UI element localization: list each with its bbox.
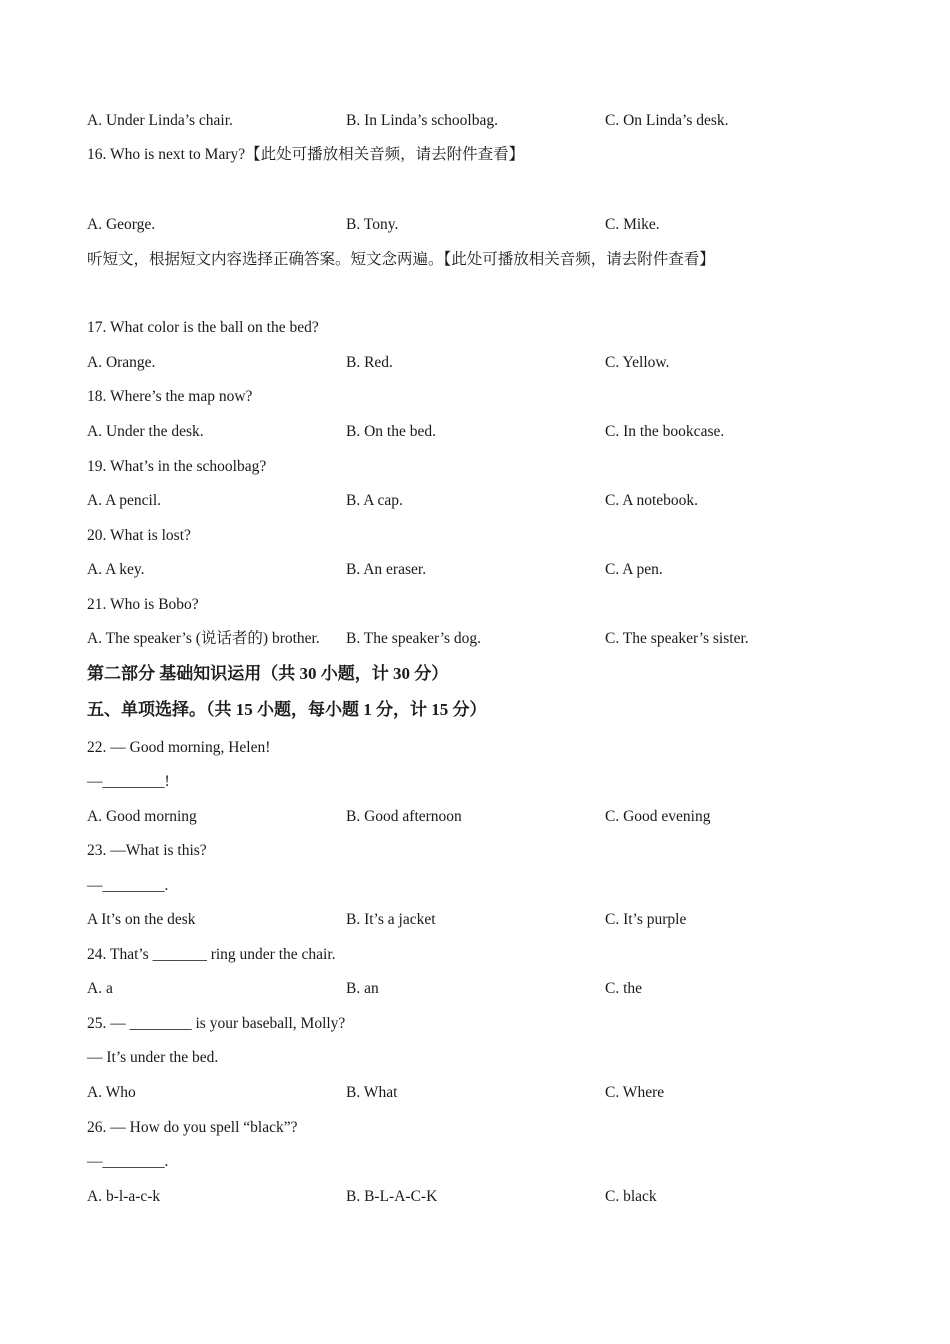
section-heading: 五、单项选择。（共 15 小题，每小题 1 分，计 15 分） xyxy=(87,700,487,719)
option-a: A. Good morning xyxy=(87,808,197,825)
option-b: B. What xyxy=(346,1084,398,1101)
option-b: B. Red. xyxy=(346,354,393,371)
option-a: A. Who xyxy=(87,1084,136,1101)
option-a: A. A pencil. xyxy=(87,492,162,509)
question-26: 26. — How do you spell “black”? xyxy=(87,1119,298,1136)
question-19: 19. What’s in the schoolbag? xyxy=(87,458,267,475)
question-18: 18. Where’s the map now? xyxy=(87,388,253,405)
option-a: A. The speaker’s (说话者的) brother. xyxy=(87,630,320,647)
option-b: B. In Linda’s schoolbag. xyxy=(346,112,498,129)
option-a: A. Under Linda’s chair. xyxy=(87,112,233,129)
option-c: C. the xyxy=(605,980,643,997)
option-c: C. In the bookcase. xyxy=(605,423,725,440)
option-a: A. George. xyxy=(87,216,156,233)
question-23: 23. —What is this? xyxy=(87,842,207,859)
option-c: C. black xyxy=(605,1188,657,1205)
question-22: 22. — Good morning, Helen! xyxy=(87,739,271,756)
question-20: 20. What is lost? xyxy=(87,527,191,544)
option-c: C. A pen. xyxy=(605,561,663,578)
section-instruction: 听短文，根据短文内容选择正确答案。短文念两遍。【此处可播放相关音频，请去附件查看】 xyxy=(87,251,715,268)
question-24: 24. That’s _______ ring under the chair. xyxy=(87,946,336,963)
option-c: C. Good evening xyxy=(605,808,711,825)
option-c: C. On Linda’s desk. xyxy=(605,112,729,129)
option-c: C. Yellow. xyxy=(605,354,670,371)
option-b: B. It’s a jacket xyxy=(346,911,436,928)
question-25: 25. — ________ is your baseball, Molly? xyxy=(87,1015,346,1032)
option-b: B. Good afternoon xyxy=(346,808,462,825)
option-a: A. A key. xyxy=(87,561,145,578)
option-b: B. On the bed. xyxy=(346,423,436,440)
question-23-reply: —________. xyxy=(87,877,169,894)
option-a: A. b-l-a-c-k xyxy=(87,1188,161,1205)
option-b: B. A cap. xyxy=(346,492,403,509)
option-c: C. Mike. xyxy=(605,216,660,233)
option-c: C. The speaker’s sister. xyxy=(605,630,749,647)
question-16: 16. Who is next to Mary?【此处可播放相关音频，请去附件查看】 xyxy=(87,146,525,163)
option-a: A It’s on the desk xyxy=(87,911,196,928)
option-a: A. a xyxy=(87,980,113,997)
option-b: B. Tony. xyxy=(346,216,399,233)
question-17: 17. What color is the ball on the bed? xyxy=(87,319,319,336)
question-25-reply: — It’s under the bed. xyxy=(87,1049,219,1066)
option-c: C. Where xyxy=(605,1084,665,1101)
option-b: B. An eraser. xyxy=(346,561,427,578)
question-26-reply: —________. xyxy=(87,1153,169,1170)
option-a: A. Under the desk. xyxy=(87,423,204,440)
option-c: C. It’s purple xyxy=(605,911,687,928)
option-c: C. A notebook. xyxy=(605,492,699,509)
question-21: 21. Who is Bobo? xyxy=(87,596,199,613)
option-b: B. B-L-A-C-K xyxy=(346,1188,438,1205)
option-a: A. Orange. xyxy=(87,354,156,371)
option-b: B. an xyxy=(346,980,379,997)
part-heading: 第二部分 基础知识运用（共 30 小题，计 30 分） xyxy=(87,664,449,683)
option-b: B. The speaker’s dog. xyxy=(346,630,482,647)
question-22-reply: —________! xyxy=(87,773,170,790)
